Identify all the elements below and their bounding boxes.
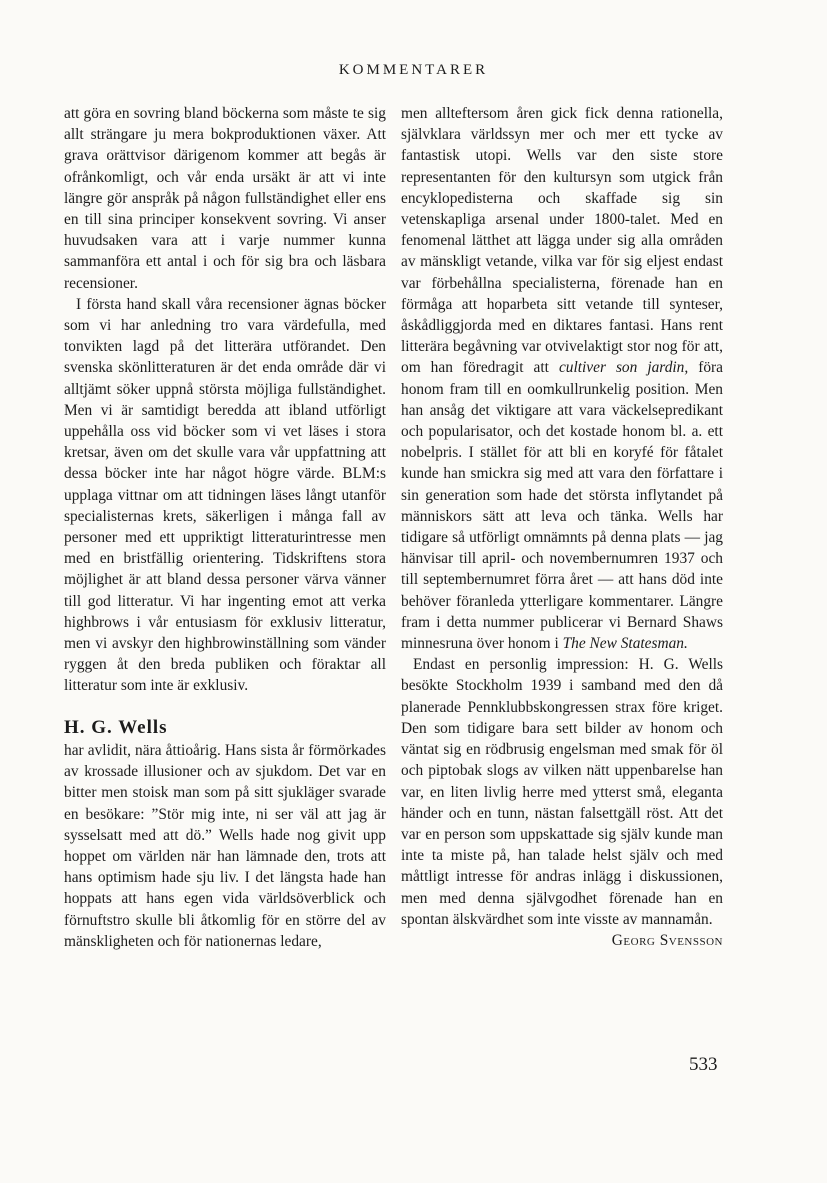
right-column [401,103,723,951]
italic-publication-title: The New Statesman. [562,635,688,653]
section-heading-wells: H. G. Wells [64,716,168,738]
paragraph-review-policy: I första hand skall våra recensioner ägnas böcker som vi har anledning tro vara värdefulla, med tonvikten lagd på det litterära utförandet. Den svenska skönlitteraturen är det enda område där vi alltjämt söker uppnå största möjliga fullständighet. Men vi är samtidigt beredda att ibland utförligt uppehålla oss vid böcker som vi vet läses i stora kretsar, även om det skulle vara vår uppfattning att dessa böcker inte har något högre värde. BLM:s upplaga vittnar om att tidningen läses långt utanför specialisternas krets, säkerligen i många fall av personer med ett uppriktigt litteraturintresse men med en bristfällig orientering. Tidskriftens stora möjlighet är att bland dessa personer värva vänner till god litteratur. Vi har ingenting emot att verka highbrows i vår entusiasm för exklusiv litteratur, men vi avskyr den highbrowinställning som vänder ryggen åt den breda publiken och föraktar all litteratur som inte är exklusiv. [64,295,386,695]
left-column [64,103,386,952]
text-segment: föra honom fram till en oomkullrunkelig position. Men han ansåg det viktigare att vara väckelsepredikant och popularisator, och det kostade honom bl. a. ett nobelpris. I stället för att bli en koryfé för fåtalet kunde han smickra sig med att vara den författare i sin generation som hade det största inflytandet på människors sätt att leva och tänka. Wells har tidigare så utförligt omnämnts på denna plats — jag hänvisar till april- och novembernumren 1937 och till septembernumret förra året — att hans död inte behöver föranleda ytterligare kommentarer. Längre fram i detta nummer publicerar vi Bernard Shaws minnesruna över honom i [401,359,723,653]
page-number: 533 [689,1054,718,1075]
italic-phrase: cultiver son jardin, [558,359,689,377]
paragraph-wells-continued [401,103,723,654]
paragraph-wells-obituary: har avlidit, nära åttioårig. Hans sista år förmörkades av krossade illusioner och av sjukdom. Det var en bitter men stoisk man som på sitt sjukläger svarade en besökare: ”Stör mig inte, ni ser väl att jag är sysselsatt med att dö.” Wells hade nog givit upp hoppet om världen när han lämnade den, trots att hans optimism hade sju liv. I det längsta hade han hoppats att hans egen vida världsöverblick och förnuftstro skulle bli åtkomlig för en större del av mänskligheten och för nationernas ledare, [64,741,386,950]
paragraph-continuation: att göra en sovring bland böckerna som måste te sig allt strängare ju mera bokproduktionen växer. Att grava orättvisor därigenom kommer att begås är ofrånkomligt, och vår enda ursäkt är att vi inte längre gör anspråk på någon fullständighet eller ens en till sina principer konsekvent sovring. Vi anser huvudsaken vara att i varje nummer kunna sammanföra ett antal i och för sig bra och läsbara recensioner. [64,105,386,292]
running-head: KOMMENTARER [338,62,489,78]
author-signature: Georg Svensson [611,931,723,949]
text-segment: men allteftersom åren gick fick denna rationella, självklara världssyn mer och mer ett tycke av fantastisk utopi. Wells var den siste store representanten för den kultursyn som utgick från encyklopedisterna och skaffade sig sin vetenskapliga arsenal under 1800-talet. Med en fenomenal lätthet att lägga under sig alla områden av mänskligt vetande, vilka var för sig eljest endast var förbehållna specialisterna, förenade han en förmåga att hoparbeta sitt vetande till synteser, åskådliggjorda med en diktares fantasi. Hans rent litterära begåvning var otvivelaktigt stor nog för att, om han föredragit att [401,105,723,377]
paragraph-personal-impression [401,654,723,949]
text-segment: Endast en personlig impression: H. G. Wells besökte Stockholm 1939 i samband med den då planerade Pennklubbskongressen strax före kriget. Den som tidigare bara sett bilder av honom och väntat sig en rödbrusig engelsman med smak för öl och piptobak slogs av vilken nätt uppenbarelse han var, en liten livlig herre med ytterst små, eleganta händer och en tunn, nästan falsettgäll röst. Att det var en person som uppskattade sig själv kunde man inte ta miste på, han talade helst själv och med måttligt intresse för andras inlägg i diskussionen, men med denna självgodhet förenade han en spontan älskvärdhet som inte visste av mannamån. [401,656,723,928]
